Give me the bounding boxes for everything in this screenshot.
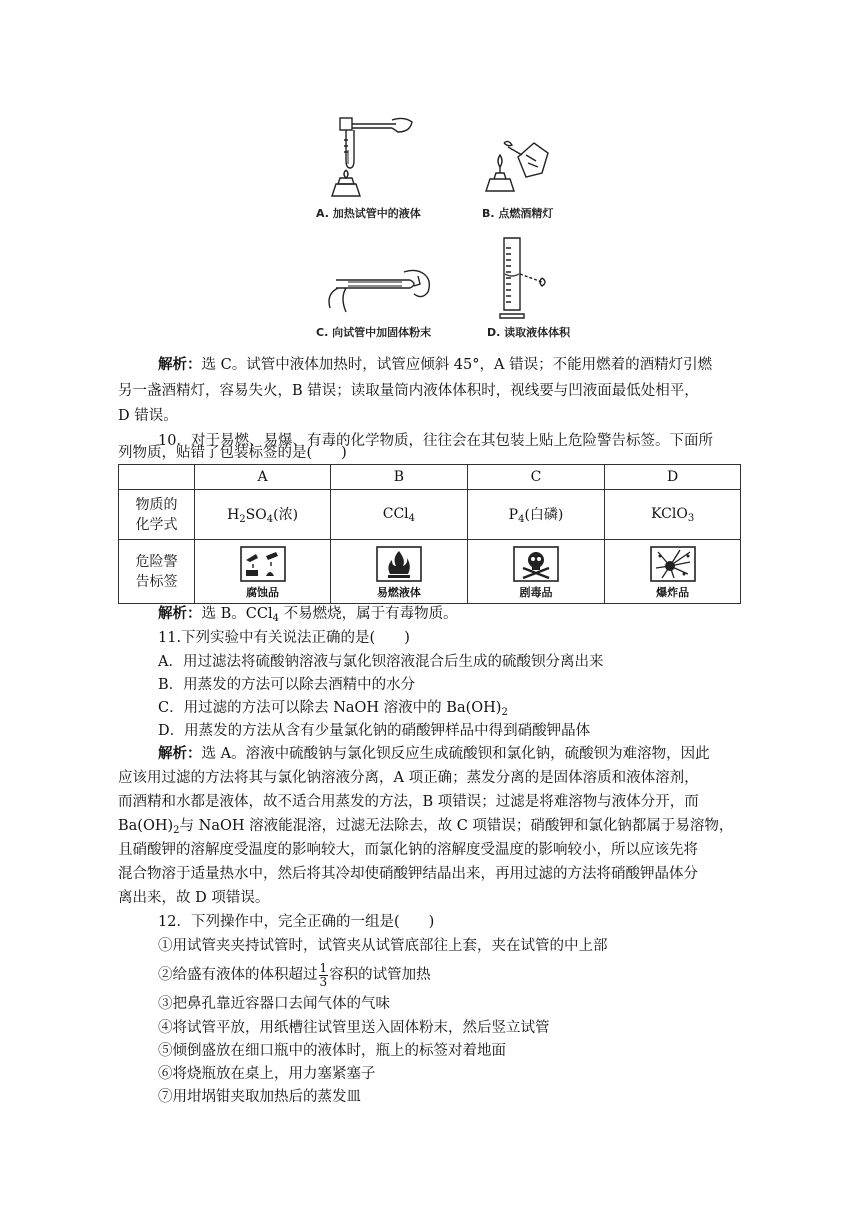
q9-analysis-text-1: 选 C。试管中液体加热时，试管应倾斜 45°，A 错误；不能用燃着的酒精灯引燃: [201, 357, 713, 373]
hazard-cell-b: [331, 540, 468, 604]
q9-analysis-line-3: D 错误。: [118, 408, 178, 424]
table-header-cell: A: [195, 465, 331, 490]
q12-item-2-text: ②给盛有液体的体积超过: [158, 967, 318, 983]
corrosive-icon: [240, 546, 286, 582]
q10-analysis-text-end: 不易燃烧，属于有毒物质。: [278, 606, 458, 622]
q10-analysis-text: 选 B。CCl: [201, 606, 273, 622]
row-label-line: 化学式: [135, 516, 178, 533]
hazard-cell-a: [195, 540, 331, 604]
figure-d-caption: D. 读取液体体积: [487, 326, 571, 339]
q12-item-7: ⑦用坩埚钳夹取加热后的蒸发皿: [158, 1089, 361, 1105]
q12-item-6: ⑥将烧瓶放在桌上，用力塞紧塞子: [158, 1066, 376, 1082]
q11-analysis-line-6: 混合物溶于适量热水中，然后将其冷却使硝酸钾结晶出来，再用过滤的方法将硝酸钾晶体分: [118, 866, 698, 882]
q11-option-a: A．用过滤法将硫酸钠溶液与氯化钡溶液混合后生成的硫酸钡分离出来: [158, 654, 604, 670]
q11-option-b: B．用蒸发的方法可以除去酒精中的水分: [158, 677, 416, 693]
explosion-icon: [650, 546, 696, 582]
q10-stem-line-2: 列物质，贴错了包装标签的是( ): [118, 445, 347, 461]
q10-analysis: [158, 604, 458, 629]
q12-item-1: ①用试管夹夹持试管时，试管夹从试管底部往上套，夹在试管的中上部: [158, 938, 608, 954]
formula-cell-b: CCl$_4$: [331, 490, 468, 540]
q12-stem: 12．下列操作中，完全正确的一组是( ): [158, 914, 435, 930]
q11-analysis-line-4: [118, 816, 733, 841]
q9-analysis-label: 解析：: [158, 356, 202, 373]
figure-c-caption: C. 向试管中加固体粉末: [316, 326, 432, 339]
hazard-label-c: 剧毒品: [519, 585, 553, 599]
q11-analysis-text-4: 与 NaOH 溶液能混溶，过滤无法除去，故 C 项错误；硝酸钾和氯化钠都属于易溶物，: [179, 818, 734, 834]
q11-analysis-text-1: 选 A。溶液中硫酸钠与氯化钡反应生成硫酸钡和氯化钠，硫酸钡为难溶物，因此: [201, 746, 710, 762]
fraction-one-third: [319, 962, 329, 989]
q11-option-c: [158, 698, 508, 723]
q12-item-5: ⑤倾倒盛放在细口瓶中的液体时，瓶上的标签对着地面: [158, 1043, 506, 1059]
q12-item-2-text-end: 容积的试管加热: [329, 967, 431, 983]
q9-analysis-line-2: 另一盏酒精灯，容易失火，B 错误；读取量筒内液体体积时，视线要与凹液面最低处相平，: [118, 383, 699, 399]
table-row-labels: [119, 540, 741, 604]
q11-analysis-line-3: 而酒精和水都是液体，故不适合用蒸发的方法，B 项错误；过滤是将难溶物与液体分开，而: [118, 794, 699, 810]
q11-option-c-text: C．用过滤的方法可以除去 NaOH 溶液中的 Ba(OH): [158, 700, 502, 716]
table-row-formula: [119, 490, 741, 540]
q11-analysis-formula: Ba(OH): [118, 818, 174, 834]
fraction-denominator: 3: [319, 974, 328, 989]
hazard-label-d: 爆炸品: [656, 585, 690, 599]
q11-analysis-line-1: [158, 744, 710, 764]
figure-a-caption: A. 加热试管中的液体: [316, 207, 421, 220]
q11-analysis-line-7: 离出来，故 D 项错误。: [118, 890, 270, 906]
figure-b-caption: B. 点燃酒精灯: [482, 207, 554, 220]
figure-b-lighting-lamp: [478, 133, 568, 201]
table-header-row: [119, 465, 741, 490]
row-label-line: 告标签: [135, 573, 178, 590]
fraction-numerator: 1: [319, 960, 328, 975]
skull-icon: [513, 546, 559, 582]
q10-analysis-sub: 4: [272, 613, 279, 624]
hazard-label-a: 腐蚀品: [246, 585, 280, 599]
q10-stem-line-1: 10．对于易燃、易爆、有毒的化学物质，往往会在其包装上贴上危险警告标签。下面所: [158, 433, 713, 449]
hazard-cell-c: [467, 540, 605, 604]
q11-analysis-line-5: 且硝酸钾的溶解度受温度的影响较大，而氯化钠的溶解度受温度的影响较小，所以应该先将: [118, 842, 698, 858]
hazard-label-table: [118, 464, 741, 604]
q11-stem: 11.下列实验中有关说法正确的是( ): [158, 630, 410, 646]
q10-analysis-label: 解析：: [158, 605, 202, 622]
table-header-cell: [119, 465, 195, 490]
q11-option-c-sub: 2: [501, 707, 508, 718]
hazard-label-b: 易燃液体: [376, 585, 421, 599]
table-header-cell: B: [331, 465, 468, 490]
figure-d-reading-cylinder: [494, 234, 558, 320]
q9-analysis-line-1: [158, 355, 712, 375]
q11-option-d: D．用蒸发的方法从含有少量氯化钠的硝酸钾样品中得到硝酸钾晶体: [158, 723, 591, 739]
q12-item-3: ③把鼻孔靠近容器口去闻气体的气味: [158, 996, 390, 1012]
q12-item-2: [158, 958, 431, 992]
row-label-hazard: [119, 540, 195, 604]
figure-a-heating-test-tube: [318, 110, 418, 202]
flame-icon: [376, 546, 422, 582]
q11-analysis-label: 解析：: [158, 745, 202, 762]
formula-cell-a: $H_2SO_4$(浓): [195, 490, 331, 540]
hazard-cell-d: [605, 540, 741, 604]
row-label-line: 危险警: [135, 553, 178, 570]
table-header-cell: D: [605, 465, 741, 490]
row-label-line: 物质的: [135, 496, 178, 513]
table-header-cell: C: [467, 465, 605, 490]
q12-item-4: ④将试管平放，用纸槽往试管里送入固体粉末，然后竖立试管: [158, 1020, 550, 1036]
figure-c-adding-powder: [318, 258, 442, 320]
formula-cell-c: $P_4$(白磷): [467, 490, 605, 540]
q11-analysis-formula-sub: 2: [173, 825, 180, 836]
q11-analysis-line-2: 应该用过滤的方法将其与氯化钠溶液分离，A 项正确；蒸发分离的是固体溶质和液体溶剂，: [118, 770, 699, 786]
formula-cell-d: KClO$_3$: [605, 490, 741, 540]
row-label-formula: [119, 490, 195, 540]
